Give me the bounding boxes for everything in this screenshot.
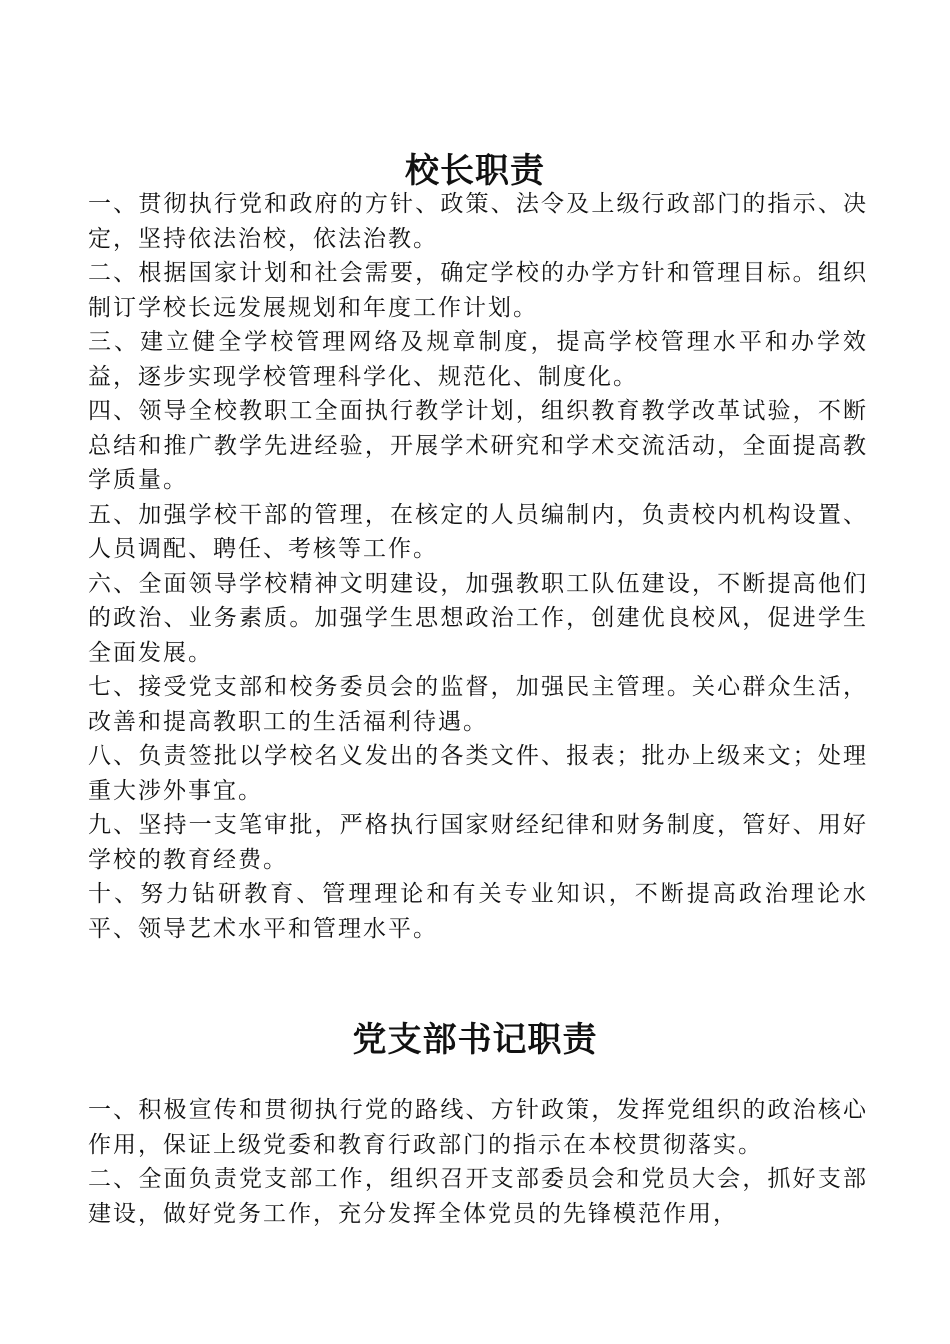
secretary-duty-item: 一、积极宣传和贯彻执行党的路线、方针政策，发挥党组织的政治核心作用，保证上级党委和教育行政部门的指示在本校贯彻落实。 <box>88 1097 868 1158</box>
party-secretary-duties-title: 党支部书记职责 <box>352 1019 598 1060</box>
principal-duty-item: 一、贯彻执行党和政府的方针、政策、法令及上级行政部门的指示、决定，坚持依法治校，依法治教。 <box>88 191 868 252</box>
principal-duties-title: 校长职责 <box>405 150 545 191</box>
secretary-duty-item: 二、全面负责党支部工作，组织召开支部委员会和党员大会，抓好支部建设，做好党务工作，充分发挥全体党员的先锋模范作用， <box>88 1166 868 1227</box>
principal-duty-item: 二、根据国家计划和社会需要，确定学校的办学方针和管理目标。组织制订学校长远发展规划和年度工作计划。 <box>88 260 868 321</box>
principal-duty-item: 五、加强学校干部的管理，在核定的人员编制内，负责校内机构设置、人员调配、聘任、考核等工作。 <box>88 501 868 562</box>
principal-duty-item: 十、努力钻研教育、管理理论和有关专业知识，不断提高政治理论水平、领导艺术水平和管理水平。 <box>88 881 868 942</box>
principal-duty-item: 七、接受党支部和校务委员会的监督，加强民主管理。关心群众生活，改善和提高教职工的生活福利待遇。 <box>88 674 868 735</box>
principal-duty-item: 六、全面领导学校精神文明建设，加强教职工队伍建设，不断提高他们的政治、业务素质。加强学生思想政治工作，创建优良校风，促进学生全面发展。 <box>88 570 868 666</box>
principal-duty-item: 三、建立健全学校管理网络及规章制度，提高学校管理水平和办学效益，逐步实现学校管理科学化、规范化、制度化。 <box>88 329 868 390</box>
principal-duty-item: 九、坚持一支笔审批，严格执行国家财经纪律和财务制度，管好、用好学校的教育经费。 <box>88 812 868 873</box>
principal-duty-item: 四、领导全校教职工全面执行教学计划，组织教育教学改革试验，不断总结和推广教学先进经验，开展学术研究和学术交流活动，全面提高教学质量。 <box>88 398 868 493</box>
party-secretary-duties-list <box>88 1093 868 1231</box>
principal-duties-list <box>88 187 868 946</box>
principal-duty-item: 八、负责签批以学校名义发出的各类文件、报表；批办上级来文；处理重大涉外事宜。 <box>88 743 868 804</box>
